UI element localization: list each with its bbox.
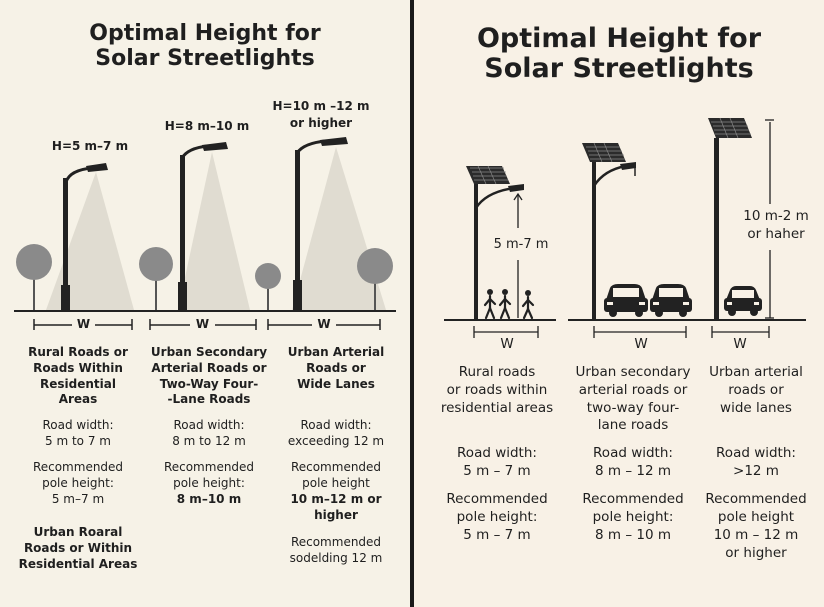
left-panel — [0, 0, 410, 607]
rec-height-value: 10 m – 12 m or higher — [713, 526, 799, 561]
car-icon — [604, 284, 648, 317]
right-title-line2: Solar Streetlights — [484, 53, 754, 85]
left-column-3 — [272, 345, 400, 567]
left-title-line2: Solar Streetlights — [95, 45, 315, 71]
rec-height-label: Recommended pole height: — [32, 459, 124, 490]
road-width-label: Road width: — [300, 418, 372, 433]
extra-heading: Urban Roaral Roads or Within Residential Areas — [18, 525, 138, 572]
rec-height-value: 5 m – 7 m — [463, 526, 531, 543]
road-width-label: Road width: — [716, 445, 796, 462]
road-type-heading: Rural Roads or Roads Within Residential Areas — [28, 345, 128, 407]
light-beam — [46, 172, 134, 310]
tree-icon — [16, 244, 52, 310]
width-label: W — [733, 336, 747, 352]
road-type-heading: Urban Arterial Roads or Wide Lanes — [287, 345, 385, 391]
left-title-line1: Optimal Height for — [89, 21, 321, 46]
rec-height-label: Recommended pole height — [290, 460, 382, 490]
height-label-line2: or higher — [289, 116, 353, 130]
road-width-label: Road width: — [42, 418, 114, 433]
light-beam — [178, 152, 250, 310]
width-label: W — [317, 317, 331, 331]
road-type-heading: Urban Secondary Arterial Roads or Two-Way Four- -Lane Roads — [150, 345, 268, 407]
height-dimension-label: 10 m-2 m or haher — [743, 208, 809, 242]
height-label: H=10 m –12 m — [272, 99, 370, 113]
road-width-value: 8 m – 12 m — [595, 463, 671, 480]
road-width-value: exceeding 12 m — [287, 434, 385, 449]
right-title-line1: Optimal Height for — [476, 23, 762, 54]
road-width-value: 5 m – 7 m — [463, 463, 531, 480]
road-width-value: 5 m to 7 m — [45, 434, 111, 449]
road-width-value: >12 m — [733, 463, 779, 480]
road-width-value: 8 m to 12 m — [172, 434, 246, 449]
car-icon — [650, 284, 692, 317]
road-type-heading: Urban arterial roads or wide lanes — [709, 364, 803, 416]
rec-height-value: 10 m–12 m or higher — [290, 491, 382, 522]
width-label: W — [500, 336, 514, 352]
rec-height-label: Recommended pole height: — [446, 491, 548, 525]
width-label: W — [76, 317, 91, 331]
height-label: H=8 m–10 m — [164, 119, 250, 133]
right-column-1 — [432, 364, 562, 545]
left-column-1 — [16, 345, 140, 573]
car-icon — [724, 286, 762, 316]
left-column-2 — [146, 345, 272, 507]
road-width-label: Road width: — [593, 445, 673, 462]
right-column-2 — [570, 364, 696, 544]
width-label: W — [195, 317, 210, 331]
tree-icon — [139, 247, 173, 310]
road-width-label: Road width: — [457, 445, 537, 462]
extra-note: Recommended sodelding 12 m — [289, 535, 383, 566]
tree-icon — [255, 263, 281, 310]
height-label: H=5 m–7 m — [51, 139, 129, 153]
pedestrians-icon — [485, 289, 533, 318]
rec-height-value: 8 m – 10 m — [595, 526, 671, 543]
road-width-label: Road width: — [173, 418, 245, 433]
left-illustration — [0, 0, 410, 340]
width-label: W — [634, 336, 648, 352]
rec-height-label: Recommended pole height: — [163, 459, 255, 490]
rec-height-label: Recommended pole height: — [582, 490, 684, 525]
road-type-heading: Urban secondary arterial roads or two-way four- lane roads — [575, 364, 691, 434]
right-panel — [414, 0, 824, 607]
right-column-3 — [698, 364, 814, 562]
road-type-heading: Rural roads or roads within residential areas — [440, 364, 554, 416]
height-dimension-label: 5 m-7 m — [493, 237, 549, 252]
height-dimension — [514, 194, 522, 318]
rec-height-label: Recommended pole height — [705, 491, 807, 525]
light-beam — [292, 147, 386, 310]
rec-height-value: 8 m–10 m — [176, 491, 242, 506]
right-illustration — [414, 0, 824, 360]
rec-height-value: 5 m–7 m — [51, 491, 105, 506]
